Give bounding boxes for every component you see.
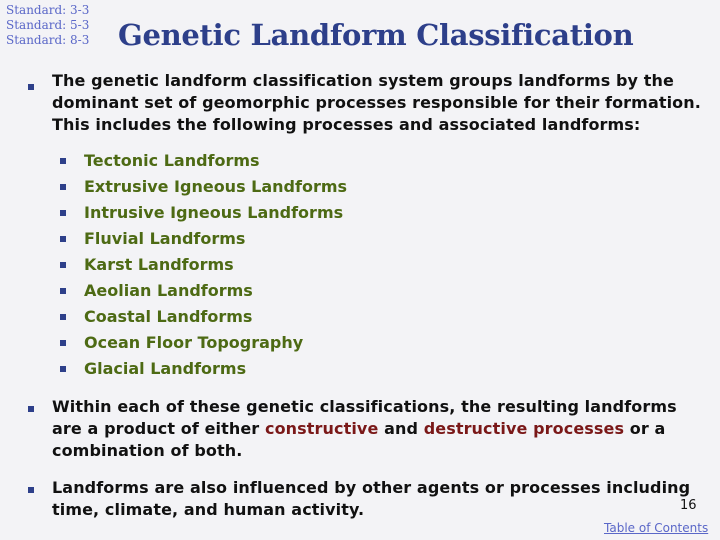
standard-link-5-3[interactable]: Standard: 5-3 [6,18,90,32]
bullet-icon [60,184,66,190]
intro-paragraph: The genetic landform classification system groups landforms by the dominant set of geomorphic processes responsible for their formation. This includes the following processes and associated landforms: [52,71,701,134]
bullet-icon [60,288,66,294]
bullet-icon [28,406,34,412]
bullet-icon [60,314,66,320]
bullet-icon [60,158,66,164]
list-item: Intrusive Igneous Landforms [60,202,347,228]
bullet-icon [28,84,34,90]
list-item: Aeolian Landforms [60,280,347,306]
landform-list [60,150,347,384]
standard-link-3-3[interactable]: Standard: 3-3 [6,3,90,17]
list-item: Karst Landforms [60,254,347,280]
bullet-icon [28,487,34,493]
bullet-icon [60,262,66,268]
list-item: Coastal Landforms [60,306,347,332]
bullet-icon [60,340,66,346]
standard-link-8-3[interactable]: Standard: 8-3 [6,33,90,47]
list-item: Tectonic Landforms [60,150,347,176]
destructive-term: destructive processes [423,419,625,438]
process-paragraph: Within each of these genetic classifications, the resulting landforms are a product of either constructive and destructive processes or a combination of both. [52,397,677,460]
standards-links [6,3,89,48]
bullet-icon [60,210,66,216]
page-title: Genetic Landform Classification [118,18,634,52]
list-item: Fluvial Landforms [60,228,347,254]
influence-paragraph: Landforms are also influenced by other agents or processes including time, climate, and human activity. [52,478,691,519]
constructive-term: constructive [264,419,379,438]
list-item: Ocean Floor Topography [60,332,347,358]
table-of-contents-link[interactable]: Table of Contents [604,521,709,535]
bullet-icon [60,236,66,242]
page-number: 16 [680,498,697,513]
list-item: Extrusive Igneous Landforms [60,176,347,202]
bullet-icon [60,366,66,372]
list-item: Glacial Landforms [60,358,347,384]
